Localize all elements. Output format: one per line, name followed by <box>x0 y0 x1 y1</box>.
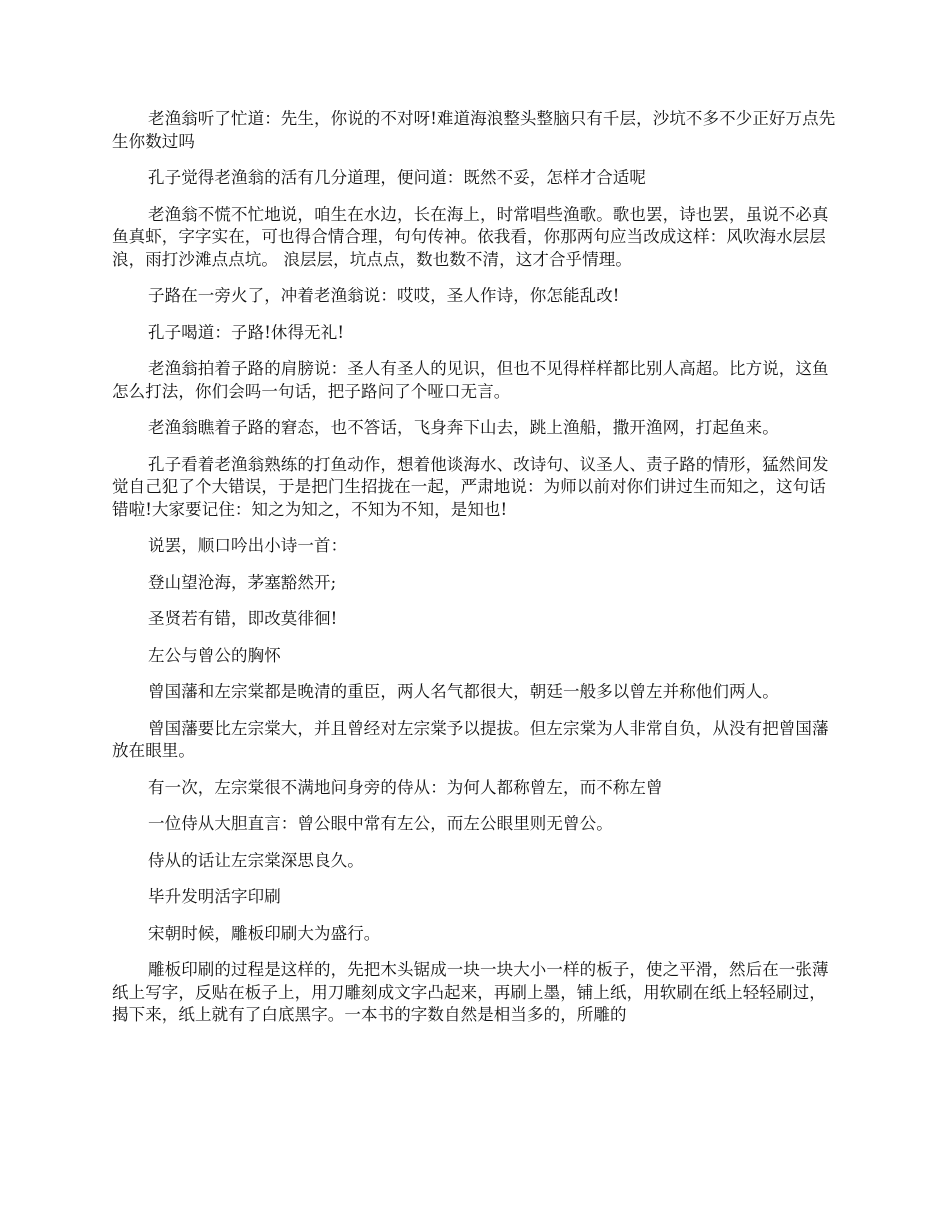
paragraph-15: 宋朝时候，雕板印刷大为盛行。 <box>148 923 381 943</box>
poem-line-1: 登山望沧海，茅塞豁然开; <box>148 572 337 592</box>
paragraph-11: 曾国藩要比左宗棠大，并且曾经对左宗棠予以提拔。但左宗棠为人非常自负，从没有把曾国藩放在眼里。 <box>112 718 829 760</box>
paragraph-1: 老渔翁听了忙道：先生，你说的不对呀!难道海浪整头整脑只有千层，沙坑不多不少正好万点先生你数过吗 <box>112 109 836 151</box>
paragraph-13: 一位侍从大胆直言：曾公眼中常有左公，而左公眼里则无曾公。 <box>148 814 613 833</box>
section-heading-zuo-zeng: 左公与曾公的胸怀 <box>148 645 281 665</box>
paragraph-12: 有一次，左宗棠很不满地问身旁的侍从：为何人都称曾左，而不称左曾 <box>148 777 663 797</box>
paragraph-3: 老渔翁不慌不忙地说，咱生在水边，长在海上，时常唱些渔歌。歌也罢，诗也罢，虽说不必真鱼真虾，字字实在，可也得合情合理，句句传神。依我看，你那两句应当改成这样：风吹海水层层浪，雨打沙滩点点坑。 浪层层，坑点点，数也数不清，这才合乎情理。 <box>112 204 829 269</box>
paragraph-8: 孔子看着老渔翁熟练的打鱼动作，想着他谈海水、改诗句、议圣人、责子路的情形，猛然间发觉自己犯了个大错误，于是把门生招拢在一起，严肃地说：为师以前对你们讲过生而知之，这句话错啦!大家要记住：知之为知之，不知为不知，是知也! <box>112 454 829 519</box>
paragraph-5: 孔子喝道：子路!休得无礼! <box>148 322 345 342</box>
paragraph-7: 老渔翁瞧着子路的窘态，也不答话，飞身奔下山去，跳上渔船，撒开渔网，打起鱼来。 <box>148 418 779 437</box>
paragraph-6: 老渔翁拍着子路的肩膀说：圣人有圣人的见识，但也不见得样样都比别人高超。比方说，这鱼怎么打法，你们会吗一句话，把子路问了个哑口无言。 <box>112 359 829 401</box>
paragraph-10: 曾国藩和左宗棠都是晚清的重臣，两人名气都很大，朝廷一般多以曾左并称他们两人。 <box>148 682 779 701</box>
paragraph-2: 孔子觉得老渔翁的活有几分道理，便问道：既然不妥，怎样才合适呢 <box>148 168 646 187</box>
paragraph-14: 侍从的话让左宗棠深思良久。 <box>148 850 364 870</box>
poem-line-2: 圣贤若有错，即改莫徘徊! <box>148 609 338 628</box>
document-body <box>112 108 842 1041</box>
paragraph-9: 说罢，顺口吟出小诗一首： <box>148 536 348 555</box>
paragraph-4: 子路在一旁火了，冲着老渔翁说：哎哎，圣人作诗，你怎能乱改! <box>148 286 620 305</box>
section-heading-bi-sheng: 毕升发明活字印刷 <box>148 887 281 906</box>
paragraph-16: 雕板印刷的过程是这样的，先把木头锯成一块一块大小一样的板子，使之平滑，然后在一张薄纸上写字，反贴在板子上，用刀雕刻成文字凸起来，再刷上墨，铺上纸，用软刷在纸上轻轻刷过，揭下来，纸上就有了白底黑字。一本书的字数自然是相当多的，所雕的 <box>112 960 829 1024</box>
